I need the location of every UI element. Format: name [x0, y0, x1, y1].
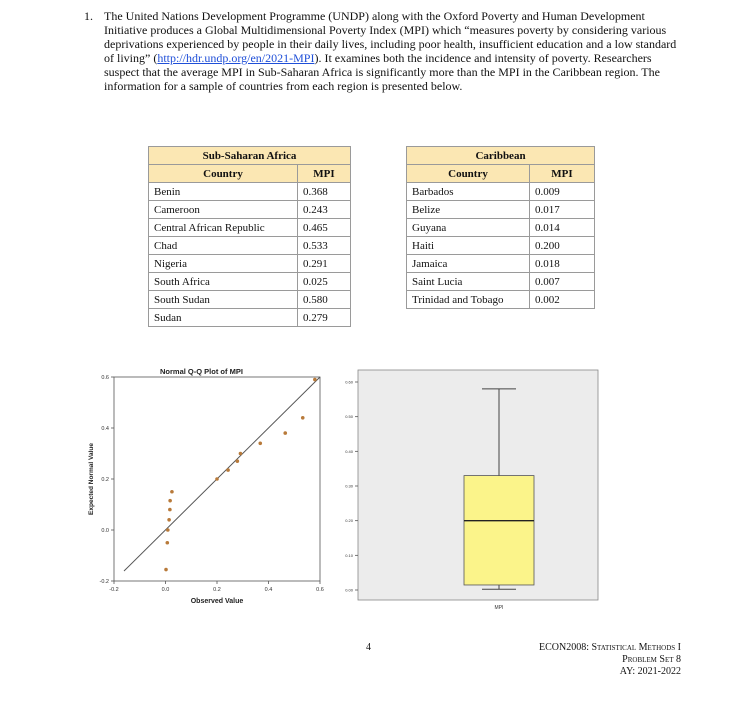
ssa-mpi-cell: 0.279: [298, 309, 351, 327]
qq-point: [226, 468, 230, 472]
qq-y-tick-label: 0.0: [101, 528, 109, 534]
caribbean-mpi-cell: 0.017: [530, 201, 595, 219]
qq-y-tick-label: -0.2: [99, 579, 109, 585]
table-row: [407, 291, 595, 309]
caribbean-country-cell: Haiti: [407, 237, 530, 255]
box-y-tick-label: 0.60: [345, 379, 353, 385]
ssa-country-cell: Chad: [149, 237, 298, 255]
box-y-tick-label: 0.20: [345, 518, 353, 524]
question-text-part1: The United Nations Development Programme (UNDP) along with the Oxford Poverty and Human Development Initiative produces a Global Multidimensional Poverty Index (MPI) which “measures poverty by considering various deprivations experienced by people in their daily lives, including poor health, insufficient education and a low standard of living” (: [104, 9, 677, 65]
ssa-mpi-cell: 0.465: [298, 219, 351, 237]
question-text: [84, 9, 684, 93]
qq-point: [239, 452, 243, 456]
qq-x-tick-label: 0.0: [161, 587, 170, 593]
caribbean-mpi-cell: 0.200: [530, 237, 595, 255]
footer-problem-set: Problem Set 8: [622, 654, 681, 665]
table-row: [149, 183, 351, 201]
caribbean-mpi-cell: 0.002: [530, 291, 595, 309]
table-row: [149, 273, 351, 291]
qq-point: [166, 541, 170, 545]
table-row: [149, 201, 351, 219]
qq-point: [236, 459, 240, 463]
ssa-country-cell: South Sudan: [149, 291, 298, 309]
caribbean-country-cell: Belize: [407, 201, 530, 219]
caribbean-mpi-cell: 0.018: [530, 255, 595, 273]
qq-y-tick-label: 0.6: [101, 375, 109, 381]
box-plot: [336, 362, 606, 617]
ssa-mpi-cell: 0.580: [298, 291, 351, 309]
qq-plot: [84, 362, 334, 612]
box-y-tick-label: 0.50: [345, 414, 353, 420]
ssa-mpi-cell: 0.368: [298, 183, 351, 201]
qq-point: [167, 518, 171, 522]
qq-point: [168, 499, 172, 503]
table-row: [407, 273, 595, 291]
ssa-title: Sub-Saharan Africa: [149, 147, 351, 165]
table-row: [407, 255, 595, 273]
qq-point: [215, 477, 219, 481]
qq-point: [301, 416, 305, 420]
table-row: [407, 237, 595, 255]
qq-point: [168, 508, 172, 512]
question-body: [104, 9, 684, 93]
caribbean-mpi-cell: 0.014: [530, 219, 595, 237]
ssa-country-cell: South Africa: [149, 273, 298, 291]
ssa-country-cell: Central African Republic: [149, 219, 298, 237]
caribbean-mpi-header: MPI: [530, 165, 595, 183]
table-row: [149, 219, 351, 237]
table-row: [149, 291, 351, 309]
ssa-mpi-cell: 0.243: [298, 201, 351, 219]
footer-course: ECON2008: Statistical Methods I: [539, 642, 681, 653]
mpi-link[interactable]: http://hdr.undp.org/en/2021-MPI: [157, 51, 315, 65]
footer-year: AY: 2021-2022: [619, 666, 681, 677]
ssa-country-cell: Benin: [149, 183, 298, 201]
ssa-mpi-cell: 0.533: [298, 237, 351, 255]
box-y-tick-label: 0.00: [345, 587, 353, 593]
ssa-country-header: Country: [149, 165, 298, 183]
qq-point: [164, 568, 168, 572]
box-y-tick-label: 0.40: [345, 448, 353, 454]
box-y-tick-label: 0.30: [345, 483, 353, 489]
box-category-label: MPI: [494, 605, 504, 611]
qq-x-label: Observed Value: [190, 598, 244, 605]
box-iqr: [464, 476, 534, 585]
qq-x-tick-label: 0.4: [264, 587, 273, 593]
caribbean-mpi-cell: 0.007: [530, 273, 595, 291]
qq-point: [170, 490, 174, 494]
qq-point: [258, 442, 262, 446]
table-row: [149, 237, 351, 255]
ssa-country-cell: Sudan: [149, 309, 298, 327]
qq-x-tick-label: 0.2: [213, 587, 221, 593]
caribbean-country-cell: Saint Lucia: [407, 273, 530, 291]
qq-x-tick-label: -0.2: [109, 587, 119, 593]
qq-y-tick-label: 0.2: [101, 477, 109, 483]
caribbean-title: Caribbean: [407, 147, 595, 165]
caribbean-table: [406, 146, 595, 309]
qq-point: [166, 528, 170, 532]
table-row: [149, 309, 351, 327]
table-row: [407, 183, 595, 201]
footer: [539, 642, 681, 678]
caribbean-country-cell: Barbados: [407, 183, 530, 201]
caribbean-country-cell: Trinidad and Tobago: [407, 291, 530, 309]
ssa-mpi-cell: 0.291: [298, 255, 351, 273]
qq-y-tick-label: 0.4: [101, 426, 109, 432]
qq-title: Normal Q-Q Plot of MPI: [160, 367, 243, 376]
question-number: 1.: [84, 9, 93, 23]
caribbean-country-cell: Guyana: [407, 219, 530, 237]
caribbean-country-header: Country: [407, 165, 530, 183]
qq-y-label: Expected Normal Value: [88, 443, 95, 515]
question-text-part2: ). It examines both the incidence and intensity of poverty. Researchers suspect that the average MPI in Sub-Saharan Africa is significantly more than the MPI in the Caribbean region. The information for a sample of countries from each region is presented below.: [104, 51, 660, 93]
page-number: 4: [366, 642, 371, 653]
qq-x-tick-label: 0.6: [316, 587, 324, 593]
ssa-mpi-header: MPI: [298, 165, 351, 183]
qq-point: [283, 431, 287, 435]
ssa-country-cell: Cameroon: [149, 201, 298, 219]
table-row: [407, 219, 595, 237]
table-row: [149, 255, 351, 273]
box-y-tick-label: 0.10: [345, 552, 353, 558]
qq-point: [313, 378, 317, 382]
sub-saharan-africa-table: [148, 146, 351, 327]
caribbean-mpi-cell: 0.009: [530, 183, 595, 201]
table-row: [407, 201, 595, 219]
caribbean-country-cell: Jamaica: [407, 255, 530, 273]
ssa-mpi-cell: 0.025: [298, 273, 351, 291]
ssa-country-cell: Nigeria: [149, 255, 298, 273]
